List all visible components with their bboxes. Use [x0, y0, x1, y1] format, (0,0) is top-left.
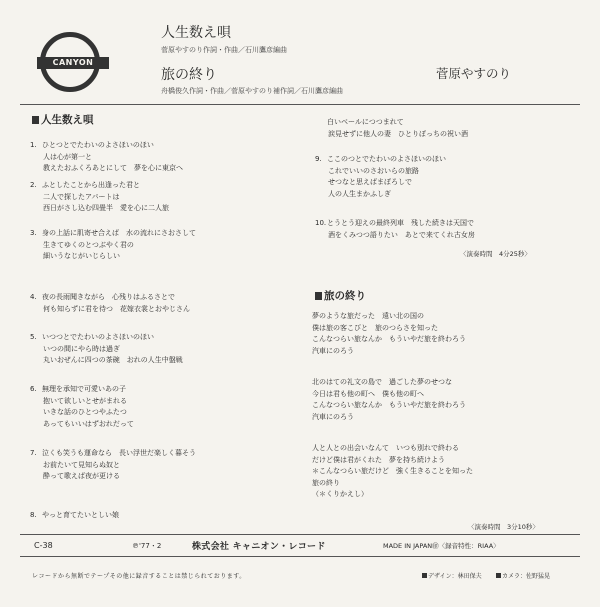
- lyric-line: 泣くも笑うも運命なら 長い浮世だ楽しく暮そう: [42, 449, 196, 457]
- lyric-line: 僕は旅の客こびと 旅のつらさを知った: [312, 323, 438, 332]
- lyric-line: 教えたおふくろあとにして 夢を心に東京へ: [43, 164, 183, 172]
- lyric-line: とうとう迎えの最終列車 残した続きは天国で: [327, 219, 474, 227]
- design-credit: デザイン：林田保夫: [422, 571, 482, 580]
- square-bullet-icon: [422, 573, 427, 578]
- lyric-line: 丸いおぜんに四つの茶碗 おれの人生中盤戦: [43, 356, 183, 364]
- verse-number: 10.: [315, 219, 327, 227]
- footer-divider-top: [20, 534, 580, 535]
- lyric-line: お前たいて見知らぬ奴と: [43, 460, 120, 469]
- stanza-1: [312, 311, 466, 357]
- lyric-line: ひとつとでたわいのよさほいのほい: [42, 141, 154, 149]
- verse-number: 1.: [30, 141, 37, 149]
- verse-2: [30, 180, 169, 215]
- song1-credit: 菅原やすのり作詞・作曲／石川鷹彦編曲: [161, 46, 287, 54]
- verse-7: [30, 448, 196, 483]
- lyric-line: いつの間にやら時は過ぎ: [43, 344, 120, 353]
- lyric-line: 酔って歌えば夜が更ける: [43, 472, 120, 480]
- lyric-line: やっと育てたいとしい娘: [42, 511, 119, 519]
- verse-number: 4.: [30, 293, 37, 301]
- verse-11: [315, 218, 475, 241]
- logo-text: CANYON: [37, 57, 109, 69]
- lyric-line: 人と人との出会いなんて いつも別れで終わる: [312, 444, 459, 452]
- verse-1: [30, 140, 183, 175]
- lyric-line: 身の上話に肌寄せ合えば 水の流れにさおさして: [42, 229, 196, 237]
- lyric-line: 今日は君も他の町へ 僕も他の町へ: [312, 389, 424, 398]
- verse-3: [30, 228, 196, 263]
- footer-divider-bottom: [20, 556, 580, 557]
- lyric-line: 酒をくみつつ語りたい あとで来てくれ古女房: [328, 230, 475, 239]
- square-bullet-icon: [32, 116, 39, 124]
- lyric-line: 西日がさし込む四畳半 愛を心に二人旅: [43, 204, 169, 212]
- lyric-line: 人の人生まかふしぎ: [328, 189, 391, 198]
- lyric-line: こんなつらい旅なんか もういやだ旅を終わろう: [312, 335, 466, 343]
- lyric-line: 細いうなじがいじらしい: [43, 252, 120, 260]
- lyric-line: （＊くりかえし）: [312, 490, 368, 498]
- verse-5: [30, 332, 183, 367]
- song1-title: 人生数え唄: [161, 25, 231, 41]
- lyric-line: 涙見せずに他人の妻 ひとりぼっちの祝い酒: [328, 129, 468, 138]
- lyric-line: 生きてゆくのとつぶやく君の: [43, 240, 134, 249]
- lyric-line: 無理を承知で可愛いあの子: [42, 385, 126, 393]
- lyric-line: せつなと思えばまぼろしで: [328, 178, 412, 186]
- verse-8: [30, 510, 119, 522]
- stanza-2: [312, 377, 466, 423]
- lyric-line: こんなつらい旅なんか もういやだ旅を終わろう: [312, 401, 466, 409]
- lyric-line: いきな話のひとつやふたつ: [43, 408, 127, 416]
- square-bullet-icon: [496, 573, 501, 578]
- verse-number: 7.: [30, 449, 37, 457]
- verse-9: [315, 117, 468, 140]
- lyric-line: 北のはての礼文の島で 過ごした夢のせつな: [312, 378, 452, 386]
- lyric-line: ふとしたことから出逢った君と: [42, 181, 140, 189]
- lyric-line: これでいいのさおいらの旅路: [328, 166, 419, 175]
- verse-number: 2.: [30, 181, 37, 189]
- verse-6: [30, 384, 134, 430]
- song2-title: 旅の終り: [161, 67, 217, 83]
- record-label: 株式会社 キャニオン・レコード: [192, 542, 326, 552]
- lyric-line: 汽車にのろう: [312, 346, 354, 355]
- lyric-line: 夜の長雨聞きながら 心残りはふるさとで: [42, 293, 175, 301]
- lyric-line: 二人で探したアパートは: [43, 192, 120, 201]
- song2-heading: 旅の終り: [315, 288, 366, 303]
- copyright-warning: レコードから無断でテープその他に録音することは禁じられております。: [32, 573, 246, 580]
- verse-number: 8.: [30, 511, 37, 519]
- square-bullet-icon: [315, 292, 322, 300]
- verse-number: 6.: [30, 385, 37, 393]
- lyric-line: 汽車にのろう: [312, 412, 354, 421]
- lyric-line: いつつとでたわいのよさほいのほい: [42, 333, 154, 341]
- stanza-3: [312, 443, 473, 501]
- catalog-number: C-38: [34, 541, 53, 550]
- song1-duration: 〈演奏時間 4分25秒〉: [460, 250, 531, 258]
- lyric-line: 人は心が第一と: [43, 152, 92, 161]
- camera-credit: カメラ：佐野猛晃: [496, 571, 550, 580]
- lyric-line: 抱いて欲しいとせがまれる: [43, 396, 127, 405]
- lyric-line: 旅の終り: [312, 478, 340, 487]
- lyric-line: 何も知らずに君を待つ 花嫁衣裳とおやじさん: [43, 304, 190, 313]
- lyric-line: あってもいいはずおれだって: [43, 419, 134, 428]
- song2-credit: 舟橋俊久作詞・作曲／菅原やすのり補作詞／石川鷹彦編曲: [161, 87, 343, 95]
- canyon-logo: [40, 32, 100, 92]
- lyric-line: 白いベールにつつまれて: [327, 118, 404, 126]
- lyric-line: ＊こんなつらい旅だけど 強く生きることを知った: [312, 467, 473, 475]
- song2-duration: 〈演奏時間 3分10秒〉: [468, 523, 539, 531]
- verse-4: [30, 292, 190, 315]
- header-divider: [20, 104, 580, 105]
- lyric-line: ここのつとでたわいのよさほいのほい: [327, 155, 446, 163]
- lyric-line: 夢のような旅だった 遠い北の国の: [312, 312, 424, 320]
- song1-heading: 人生数え唄: [32, 112, 94, 127]
- verse-number: 3.: [30, 229, 37, 237]
- made-in-japan: MADE IN JAPAN㊞〈録音特性：RIAA〉: [383, 542, 500, 550]
- verse-10: [315, 154, 446, 200]
- verse-number: 5.: [30, 333, 37, 341]
- artist-name: 菅原やすのり: [436, 66, 512, 81]
- lyric-line: だけど僕は君がくれた 夢を持ち続けよう: [312, 455, 445, 464]
- verse-number: 9.: [315, 155, 322, 163]
- release-date: ℗'77・2: [132, 542, 162, 550]
